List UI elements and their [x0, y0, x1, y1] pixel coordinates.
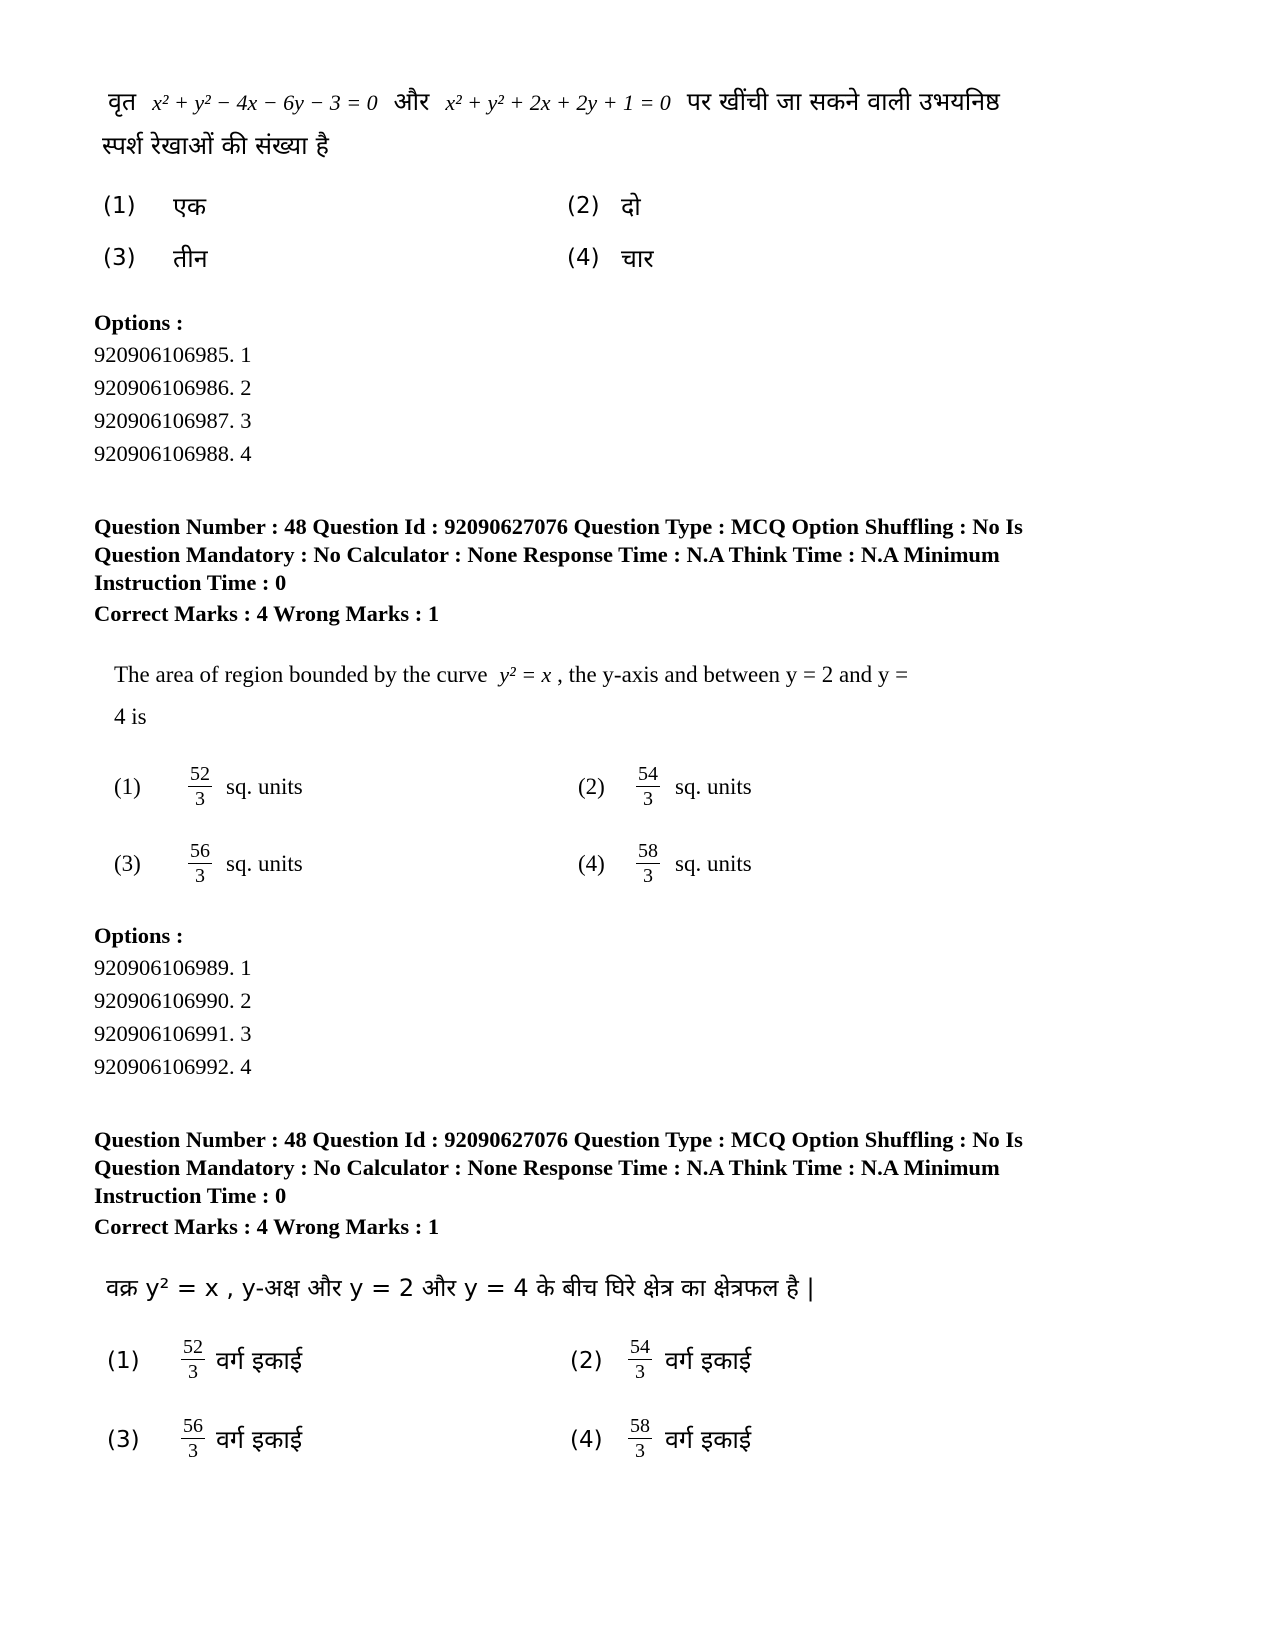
choice-unit: वर्ग इकाई: [216, 1346, 303, 1375]
options-list: [94, 338, 252, 470]
fraction: $\frac{54}{3}$: [630, 1336, 650, 1383]
options-heading: Options :: [94, 310, 184, 335]
choice-unit: वर्ग इकाई: [216, 1425, 303, 1454]
choice-number: (3): [107, 1427, 140, 1453]
option-item: 920906106987. 3: [94, 408, 252, 433]
question-text-hindi-1: वृत x² + y² − 4x − 6y − 3 = 0 और x² + y² + 2x + 2y + 1 = 0 पर खींची जा सकने वाली उभयनिष्ठ: [108, 87, 1000, 116]
option-item: 920906106990. 2: [94, 988, 252, 1013]
choice-number: (3): [114, 851, 141, 876]
question-meta: Question Number : 48 Question Id : 92090627076 Question Type : MCQ Option Shuffling : No Is Question Mandatory : No Calculator : None Response Time : N.A Think Time : N.A Minimum Instruction Time : 0: [94, 1127, 1023, 1208]
choice-number: (2): [578, 774, 605, 799]
choice-number: (2): [567, 193, 600, 219]
choice-text: चार: [621, 244, 654, 273]
curve-equation: y² = x: [499, 662, 552, 687]
option-item: 920906106989. 1: [94, 955, 252, 980]
fraction: $\frac{56}{3}$: [190, 840, 210, 887]
choice-text: दो: [621, 192, 641, 221]
question-meta: Question Number : 48 Question Id : 92090627076 Question Type : MCQ Option Shuffling : No Is Question Mandatory : No Calculator : None Response Time : N.A Think Time : N.A Minimum Instruction Time : 0: [94, 514, 1023, 595]
choice-number: (4): [578, 851, 605, 876]
circle-equation-2: x² + y² + 2x + 2y + 1 = 0: [445, 90, 671, 115]
choice-number: (2): [570, 1348, 603, 1374]
choice-number: (1): [114, 774, 141, 799]
choice-unit: वर्ग इकाई: [665, 1346, 752, 1375]
choice-number: (3): [103, 245, 136, 271]
option-item: 920906106992. 4: [94, 1054, 252, 1079]
choice-number: (1): [107, 1348, 140, 1374]
choice-text: एक: [173, 192, 207, 221]
fraction: $\frac{58}{3}$: [638, 840, 658, 887]
marks-info: Correct Marks : 4 Wrong Marks : 1: [94, 1214, 440, 1239]
option-item: 920906106988. 4: [94, 441, 252, 466]
choice-text: तीन: [173, 244, 208, 273]
question-text-english: The area of region bounded by the curve y² = x , the y-axis and between y = 2 and y =: [114, 662, 909, 687]
fraction: $\frac{56}{3}$: [183, 1415, 203, 1462]
options-list: [94, 951, 252, 1083]
question-text-hindi-1-line2: स्पर्श रेखाओं की संख्या है: [102, 131, 329, 160]
option-item: 920906106985. 1: [94, 342, 252, 367]
fraction: $\frac{52}{3}$: [183, 1336, 203, 1383]
choice-unit: sq. units: [226, 851, 303, 876]
circle-equation-1: x² + y² − 4x − 6y − 3 = 0: [152, 90, 378, 115]
fraction: $\frac{58}{3}$: [630, 1415, 650, 1462]
choice-unit: sq. units: [675, 774, 752, 799]
options-heading: Options :: [94, 923, 184, 948]
choice-unit: sq. units: [226, 774, 303, 799]
choice-unit: sq. units: [675, 851, 752, 876]
marks-info: Correct Marks : 4 Wrong Marks : 1: [94, 601, 440, 626]
choice-unit: वर्ग इकाई: [665, 1425, 752, 1454]
option-item: 920906106991. 3: [94, 1021, 252, 1046]
choice-number: (4): [567, 245, 600, 271]
choice-number: (4): [570, 1427, 603, 1453]
fraction: $\frac{52}{3}$: [190, 763, 210, 810]
fraction: $\frac{54}{3}$: [638, 763, 658, 810]
option-item: 920906106986. 2: [94, 375, 252, 400]
choice-number: (1): [103, 193, 136, 219]
question-text-english-line2: 4 is: [114, 704, 147, 729]
question-text-hindi-2: वक्र y² = x , y-अक्ष और y = 2 और y = 4 के बीच घिरे क्षेत्र का क्षेत्रफल है |: [106, 1274, 815, 1302]
